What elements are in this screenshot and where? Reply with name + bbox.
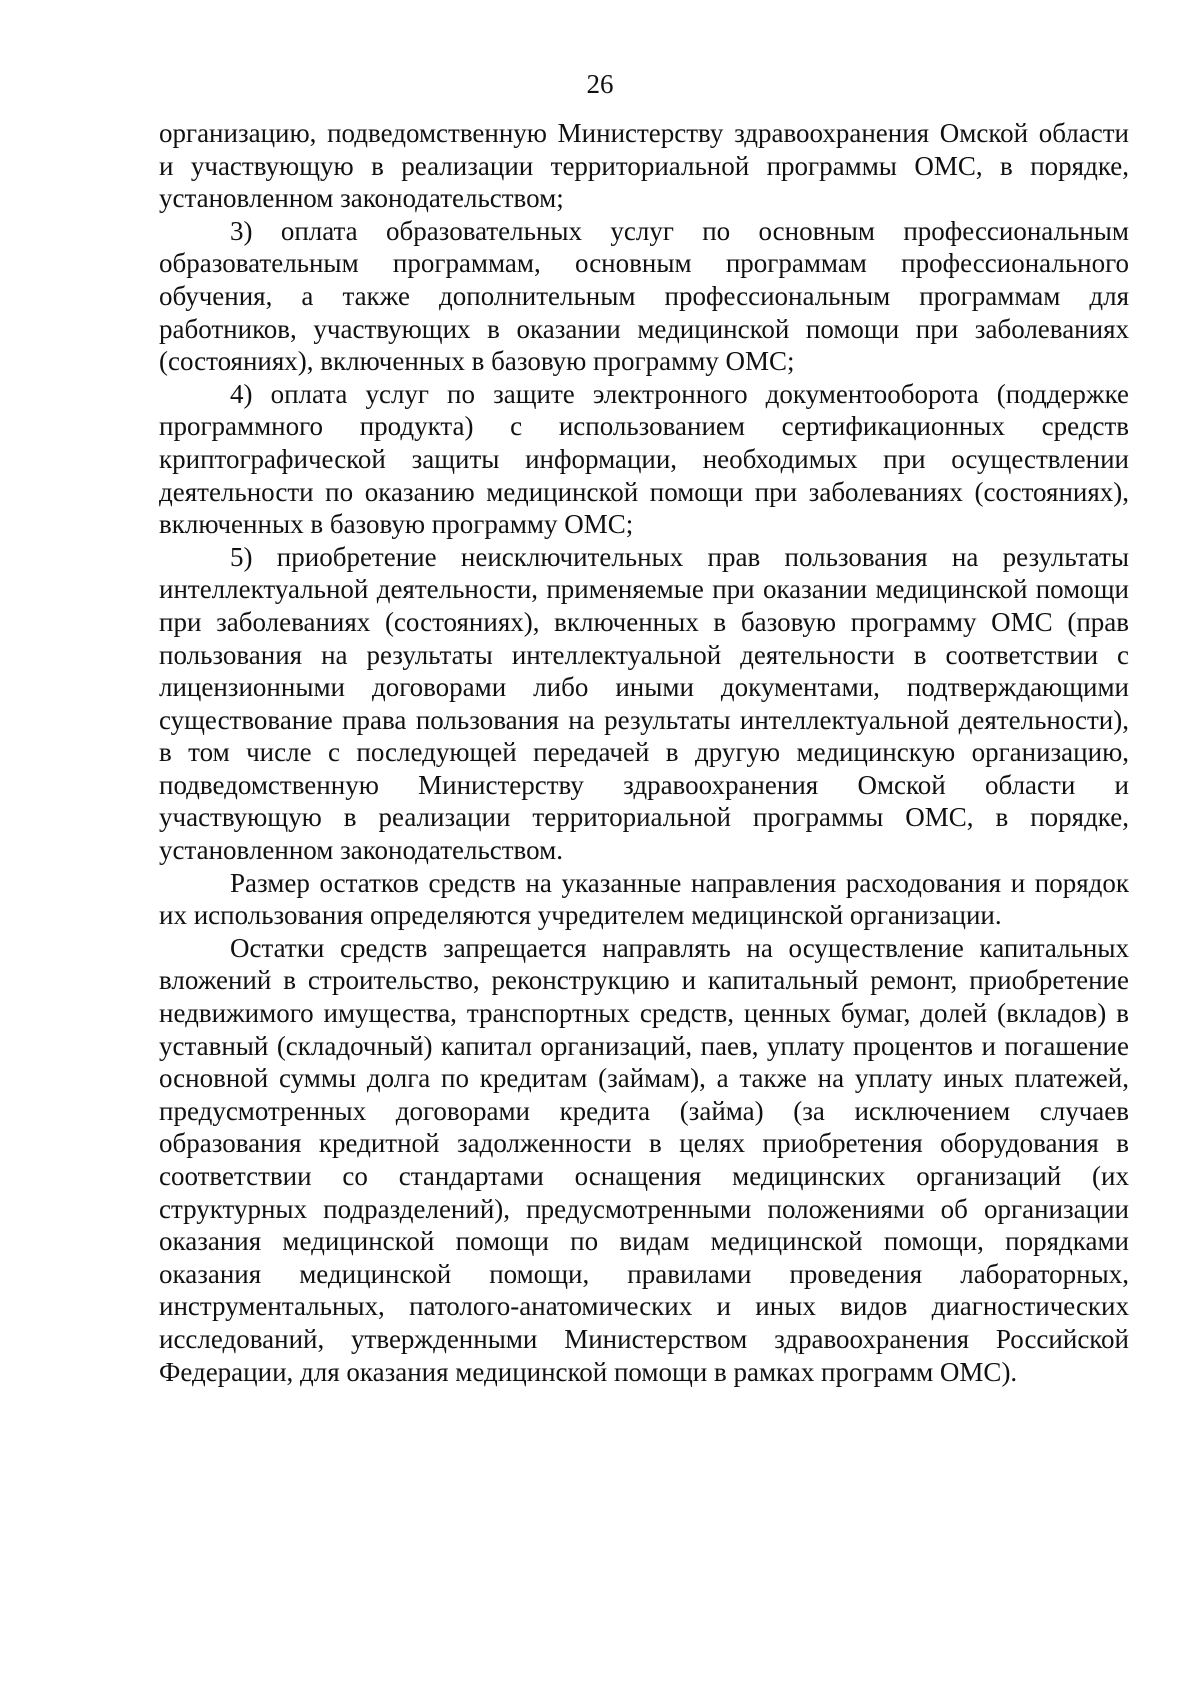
paragraph-item-4: 4) оплата услуг по защите электронного документооборота (поддержке программного продукта) с использованием сертификационных средств криптографической защиты информации, необходимых при осуществлении деятельности по оказанию медицинской помощи при заболеваниях (состояниях), включенных в базовую программу ОМС; [159, 378, 1129, 540]
page-number: 26 [586, 69, 614, 99]
paragraph-continuation: организацию, подведомственную Министерству здравоохранения Омской области и участвующую в реализации территориальной программы ОМС, в порядке, установленном законодательством; [159, 118, 1129, 214]
paragraph-item-5: 5) приобретение неисключительных прав пользования на результаты интеллектуальной деятельности, применяемые при оказании медицинской помощи при заболеваниях (состояниях), включенных в базовую программу ОМС (прав пользования на результаты интеллектуальной деятельности в соответствии с лицензионными договорами либо иными документами, подтверждающими существование права пользования на результаты интеллектуальной деятельности), в том числе с последующей передачей в другую медицинскую организацию, подведомственную Министерству здравоохранения Омской области и участвующую в реализации территориальной программы ОМС, в порядке, установленном законодательством. [159, 541, 1129, 866]
document-body [159, 117, 1129, 1388]
paragraph-item-3: 3) оплата образовательных услуг по основным профессиональным образовательным программам, основным программам профессионального обучения, а также дополнительным профессиональным программам для работников, участвующих в оказании медицинской помощи при заболеваниях (состояниях), включенных в базовую программу ОМС; [159, 215, 1129, 377]
paragraph-remainder-size: Размер остатков средств на указанные направления расходования и порядок их использования определяются учредителем медицинской организации. [159, 867, 1129, 931]
paragraph-remainder-restrictions: Остатки средств запрещается направлять на осуществление капитальных вложений в строительство, реконструкцию и капитальный ремонт, приобретение недвижимого имущества, транспортных средств, ценных бумаг, долей (вкладов) в уставный (складочный) капитал организаций, паев, уплату процентов и погашение основной суммы долга по кредитам (займам), а также на уплату иных платежей, предусмотренных договорами кредита (займа) (за исключением случаев образования кредитной задолженности в целях приобретения оборудования в соответствии со стандартами оснащения медицинских организаций (их структурных подразделений), предусмотренными положениями об организации оказания медицинской помощи по видам медицинской помощи, порядками оказания медицинской помощи, правилами проведения лабораторных, инструментальных, патолого-анатомических и иных видов диагностических исследований, утвержденными Министерством здравоохранения Российской Федерации, для оказания медицинской помощи в рамках программ ОМС). [159, 932, 1129, 1387]
